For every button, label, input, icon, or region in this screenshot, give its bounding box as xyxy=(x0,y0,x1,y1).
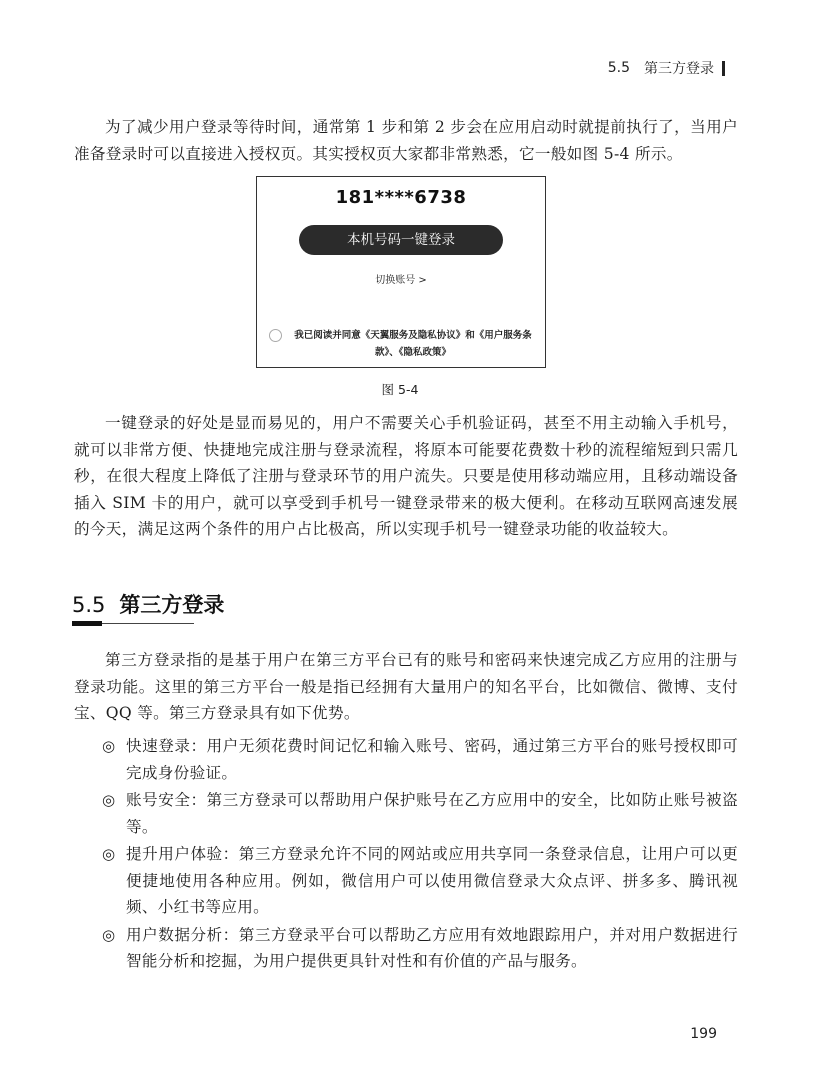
running-header xyxy=(608,58,725,78)
list-item xyxy=(102,733,738,786)
bullet-icon: ◎ xyxy=(102,737,116,755)
section-underline-accent xyxy=(72,621,102,626)
section-number: 5.5 xyxy=(72,593,106,617)
agreement-text: 我已阅读并同意《天翼服务及隐私协议》和《用户服务条款》、《隐私政策》 xyxy=(294,330,532,358)
section-heading xyxy=(72,589,224,619)
header-bar xyxy=(722,61,725,76)
agreement-radio[interactable] xyxy=(269,329,282,342)
advantages-list xyxy=(102,733,738,976)
intro-paragraph: 为了减少用户登录等待时间，通常第 1 步和第 2 步会在应用启动时就提前执行了，当用户准备登录时可以直接进入授权页。其实授权页大家都非常熟悉，它一般如图 5-4 所示。 xyxy=(74,118,738,163)
header-section-number: 5.5 xyxy=(607,60,630,76)
switch-account-link[interactable]: 切换账号 > xyxy=(375,275,427,286)
bullet-icon: ◎ xyxy=(102,845,116,863)
section-paragraph: 第三方登录指的是基于用户在第三方平台已有的账号和密码来快速完成乙方应用的注册与登录功能。这里的第三方平台一般是指已经拥有大量用户的知名平台，比如微信、微博、支付宝、QQ 等。第三方登录具有如下优势。 xyxy=(74,651,738,722)
page-number: 199 xyxy=(690,1026,717,1042)
header-section-title: 第三方登录 xyxy=(644,61,714,77)
auth-page-figure xyxy=(256,176,546,368)
list-item xyxy=(102,841,738,921)
masked-phone-number: 181****6738 xyxy=(335,187,467,208)
one-key-login-button[interactable]: 本机号码一键登录 xyxy=(299,225,503,255)
list-item xyxy=(102,787,738,840)
bullet-icon: ◎ xyxy=(102,791,116,809)
benefit-paragraph: 一键登录的好处是显而易见的，用户不需要关心手机验证码，甚至不用主动输入手机号，就可以非常方便、快捷地完成注册与登录流程，将原本可能要花费数十秒的流程缩短到只需几秒，在很大程度上降低了注册与登录环节的用户流失。只要是使用移动端应用，且移动端设备插入 SIM 卡的用户，就可以享受到手机号一键登录带来的极大便利。在移动互联网高速发展的今天，满足这两个条件的用户占比极高，所以实现手机号一键登录功能的收益较大。 xyxy=(74,414,738,538)
list-item-text: 提升用户体验：第三方登录允许不同的网站或应用共享同一条登录信息，让用户可以更便捷地使用各种应用。例如，微信用户可以使用微信登录大众点评、拼多多、腾讯视频、小红书等应用。 xyxy=(126,845,738,916)
list-item xyxy=(102,922,738,975)
list-item-text: 快速登录：用户无须花费时间记忆和输入账号、密码，通过第三方平台的账号授权即可完成身份验证。 xyxy=(126,737,738,782)
figure-caption: 图 5-4 xyxy=(381,382,419,397)
list-item-text: 用户数据分析：第三方登录平台可以帮助乙方应用有效地跟踪用户，并对用户数据进行智能分析和挖掘，为用户提供更具针对性和有价值的产品与服务。 xyxy=(126,925,738,970)
bullet-icon: ◎ xyxy=(102,925,116,944)
section-title: 第三方登录 xyxy=(119,593,225,617)
list-item-text: 账号安全：第三方登录可以帮助用户保护账号在乙方应用中的安全，比如防止账号被盗等。 xyxy=(126,791,738,836)
